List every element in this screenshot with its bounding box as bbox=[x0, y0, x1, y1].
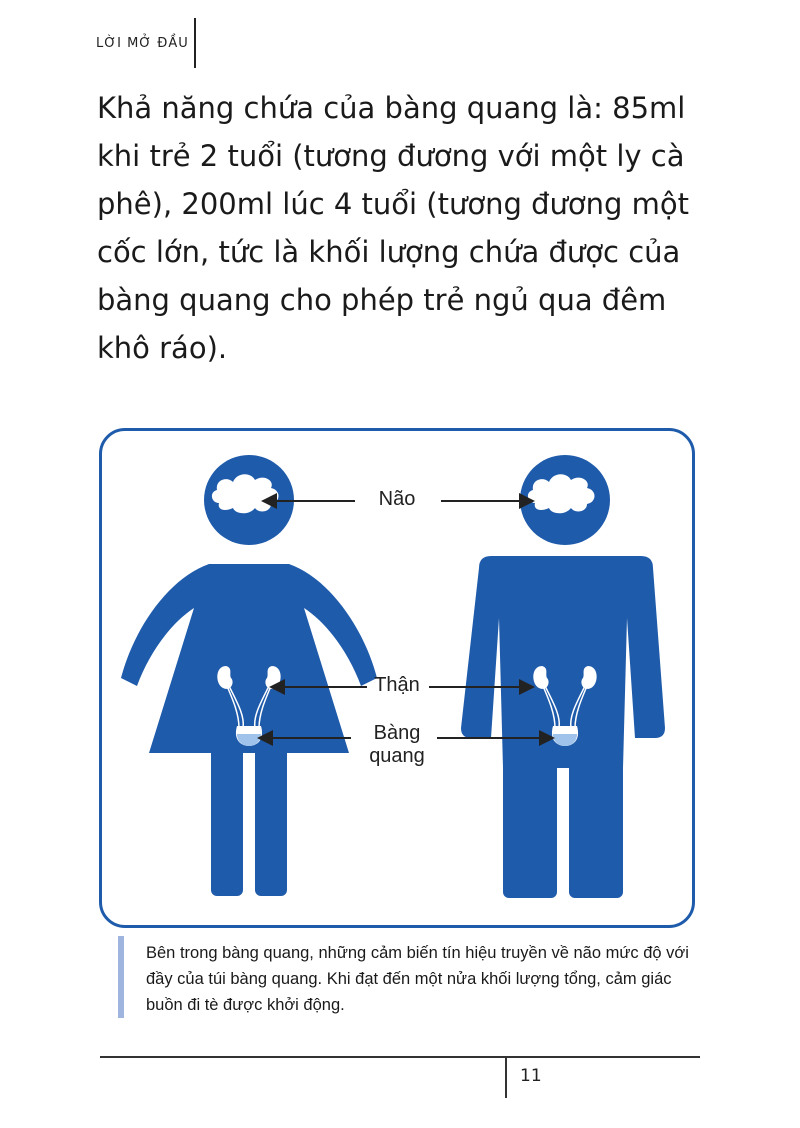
female-figure bbox=[121, 455, 377, 896]
caption-accent-bar bbox=[118, 936, 124, 1018]
footer-divider bbox=[100, 1056, 700, 1058]
female-left-leg bbox=[211, 746, 243, 896]
male-right-leg bbox=[569, 748, 623, 898]
male-figure bbox=[461, 455, 665, 898]
female-right-leg bbox=[255, 746, 287, 896]
female-dress bbox=[121, 564, 377, 753]
label-bladder-line1: Bàng bbox=[373, 722, 421, 744]
figure-caption: Bên trong bàng quang, những cảm biến tín hiệu truyền về não mức độ với đầy của túi bàng quang. Khi đạt đến một nửa khối lượng tổng, cảm giác buồn đi tè được khởi động. bbox=[146, 944, 689, 1014]
anatomy-figure bbox=[99, 428, 695, 928]
intro-paragraph: Khả năng chứa của bàng quang là: 85ml khi trẻ 2 tuổi (tương đương với một ly cà phê), 200ml lúc 4 tuổi (tương đương một cốc lớn, tức là khối lượng chứa được của bàng quang cho phép trẻ ngủ qua đêm khô ráo). bbox=[97, 91, 690, 365]
footer-vertical-divider bbox=[505, 1056, 507, 1098]
label-kidney: Thận bbox=[374, 674, 420, 696]
page-number: 11 bbox=[520, 1066, 542, 1086]
label-brain: Não bbox=[378, 488, 416, 510]
label-bladder-line2: quang bbox=[369, 745, 425, 767]
male-left-leg bbox=[503, 748, 557, 898]
brain-icon bbox=[528, 474, 595, 513]
header-divider bbox=[194, 18, 196, 68]
section-header: LỜI MỞ ĐẦU bbox=[96, 36, 189, 51]
brain-icon bbox=[212, 474, 279, 513]
